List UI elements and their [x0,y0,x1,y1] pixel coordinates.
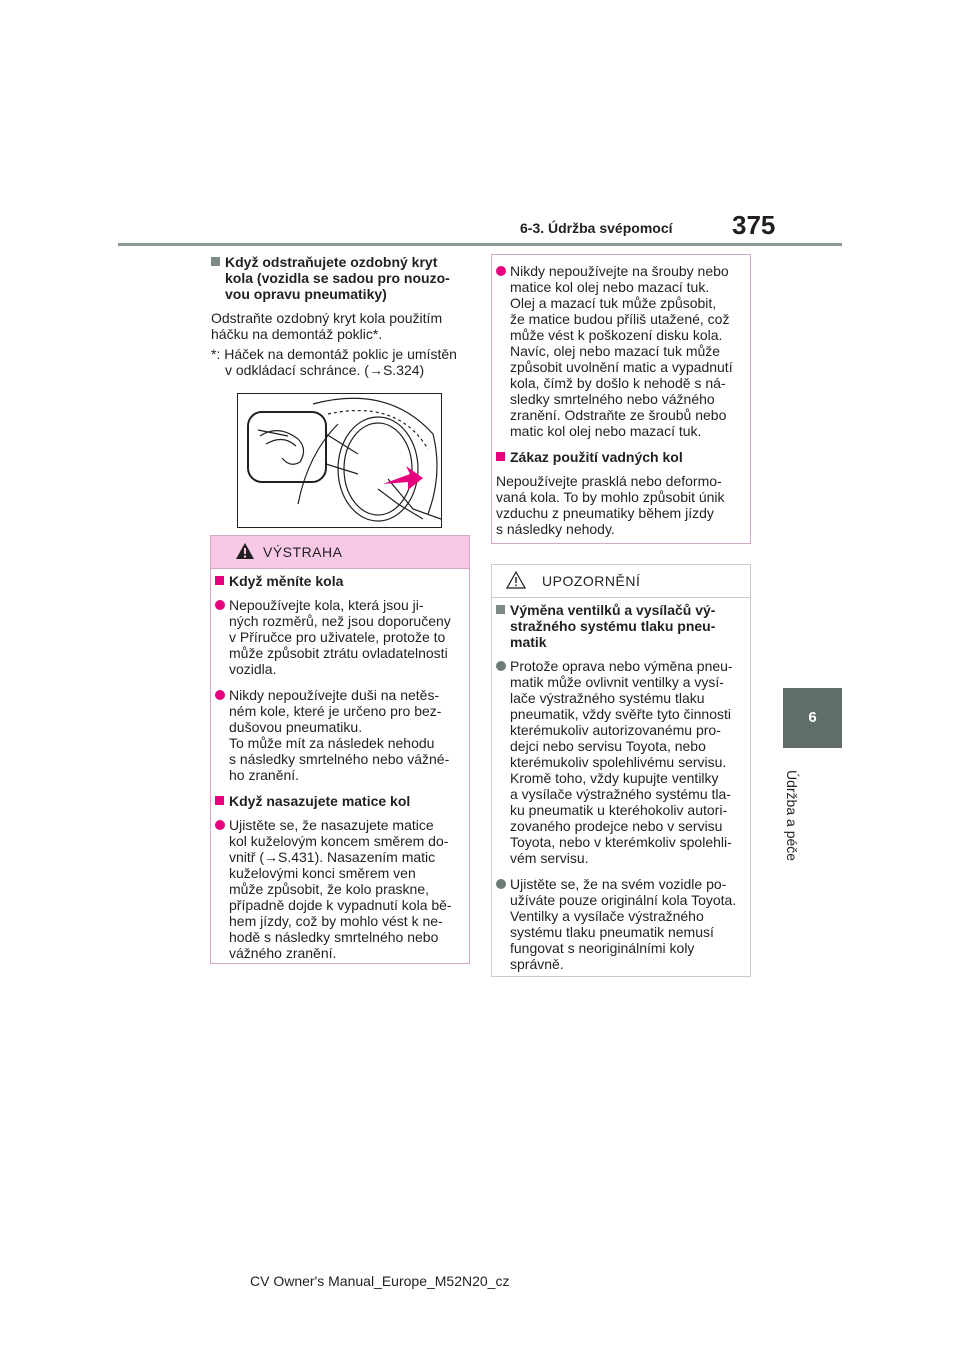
hubcap-body [211,310,471,342]
notice-sec1 [496,602,746,650]
line: ku pneumatik u kteréhokoliv autori- [510,802,728,818]
square-bullet-icon [496,452,505,461]
square-bullet-icon [496,605,505,614]
warning-sec3-body [496,473,746,537]
footnote-line: v odkládací schránce. (→S.324) [225,362,425,378]
line: Ujistěte se, že nasazujete matice [229,817,434,833]
line: matice kol olej nebo mazací tuk. [510,279,710,295]
line: kol kuželovým koncem směrem do- [229,833,449,849]
bullet-dot-icon [496,266,506,276]
warning-continued-box [491,254,751,544]
warning-title: VÝSTRAHA [263,544,343,560]
line: stražného systému tlaku pneu- [510,618,716,634]
line: matik [510,634,547,650]
bullet-dot-icon [496,661,506,671]
line: může způsobit, že kolo praskne, [229,881,429,897]
line: hodě s následky smrtelného nebo [229,929,439,945]
line: matik může ovlivnit ventilky a vysí- [510,674,724,690]
sec-heading: Když měníte kola [229,573,344,589]
line: kterémukoliv spolehlivému servisu. [510,754,727,770]
header-rule [118,243,842,246]
line: Ujistěte se, že na svém vozidle po- [510,876,727,892]
line: Ventilky a vysílače výstražného [510,908,704,924]
hubcap-removal-illustration [237,393,442,528]
warning-bullet-1 [215,597,465,677]
body-line: háčku na demontáž poklic*. [211,326,383,342]
warning-sec2 [215,793,465,809]
notice-bullet-1 [496,658,746,866]
footer-manual-id: CV Owner's Manual_Europe_M52N20_cz [250,1273,510,1289]
section-title: 6-3. Údržba svépomocí [520,220,673,236]
line: Olej a mazací tuk může způsobit, [510,295,717,311]
notice-box [491,564,751,977]
line: a vysílače výstražného systému tla- [510,786,731,802]
line: že matice budou příliš utažené, což [510,311,730,327]
chapter-label-text: Údržba a péče [784,770,800,862]
warning-cont-content [496,263,746,537]
line: hem jízdy, což by mohlo vést k ne- [229,913,443,929]
line: správně. [510,956,564,972]
notice-header [492,565,750,598]
line: Navíc, olej nebo mazací tuk může [510,343,721,359]
line: kterémukoliv autorizovanému pro- [510,722,721,738]
line: fungovat s neoriginálními koly [510,940,695,956]
line: Výměna ventilků a vysílačů vý- [510,602,716,618]
left-intro [211,254,471,378]
line: Kromě toho, vždy kupujte ventilky [510,770,719,786]
line: v Příručce pro uživatele, protože to [229,629,446,645]
line: sledky smrtelného nebo vážného [510,391,715,407]
line: ném kole, které je určeno pro bez- [229,703,442,719]
page-number: 375 [732,210,776,240]
body-line: Odstraňte ozdobný kryt kola použitím [211,310,443,326]
line: To může mít za následek nehodu [229,735,435,751]
line: dejci nebo servisu Toyota, nebo [510,738,706,754]
line: vaná kola. To by mohlo způsobit únik [496,489,725,505]
heading-line: Když odstraňujete ozdobný kryt [225,254,438,270]
warning-box [210,535,470,964]
illustration-svg [238,394,441,527]
warning-header [211,536,469,569]
line: způsobit uvolnění matic a vypadnutí [510,359,733,375]
line: systému tlaku pneumatik nemusí [510,924,714,940]
line: zranění. Odstraňte ze šroubů nebo [510,407,727,423]
line: Nikdy nepoužívejte na šrouby nebo [510,263,729,279]
warning-triangle-icon [235,542,255,560]
warning-content [215,573,465,961]
bullet-dot-icon [215,690,225,700]
bullet-dot-icon [496,879,506,889]
line: ho zranění. [229,767,300,783]
heading-hubcap [211,254,471,302]
notice-title: UPOZORNĚNÍ [542,573,641,589]
line: Toyota, nebo v kterémkoliv spolehli- [510,834,732,850]
bullet-dot-icon [215,820,225,830]
line: vážného zranění. [229,945,337,961]
square-bullet-icon [211,257,220,266]
warning-bullet-2 [215,687,465,783]
heading-line: kola (vozidla se sadou pro nouzo- [225,270,450,286]
line: dušovou pneumatiku. [229,719,363,735]
warning-sec1 [215,573,465,589]
line: s následky nehody. [496,521,615,537]
line: může způsobit ztrátu ovladatelnosti [229,645,448,661]
line: Nikdy nepoužívejte duši na netěs- [229,687,440,703]
line: užíváte pouze originální kola Toyota. [510,892,737,908]
chapter-tab: 6 [783,688,842,748]
line: s následky smrtelného nebo vážné- [229,751,450,767]
line: lače výstražného systému tlaku [510,690,705,706]
line: zovaného prodejce nebo v servisu [510,818,723,834]
line: kola, čímž by došlo k nehodě s ná- [510,375,726,391]
heading-line: vou opravu pneumatiky) [225,286,387,302]
notice-content [496,602,746,972]
footnote-line: *: Háček na demontáž poklic je umístěn [211,346,457,362]
caution-triangle-icon [506,571,526,589]
footnote [211,346,471,378]
warning-sec3 [496,449,746,465]
bullet-dot-icon [215,600,225,610]
line: pneumatik, vždy svěřte tyto činnosti [510,706,731,722]
chapter-label [770,770,830,860]
line: Nepoužívejte prasklá nebo deformo- [496,473,722,489]
sec-heading: Zákaz použití vadných kol [510,449,683,465]
line: případně dojde k vypadnutí kola bě- [229,897,452,913]
line: vém servisu. [510,850,589,866]
square-bullet-icon [215,796,224,805]
square-bullet-icon [215,576,224,585]
warning-bullet-4 [496,263,746,439]
sec-heading: Když nasazujete matice kol [229,793,411,809]
line: může vést k poškození disku kola. [510,327,723,343]
line: Protože oprava nebo výměna pneu- [510,658,733,674]
line: vzduchu z pneumatiky během jízdy [496,505,714,521]
line: ných rozměrů, než jsou doporučeny [229,613,451,629]
line: vnitř (→S.431). Nasazením matic [229,849,436,865]
line: Nepoužívejte kola, která jsou ji- [229,597,424,613]
notice-bullet-2 [496,876,746,972]
line: vozidla. [229,661,277,677]
line: kuželovými konci směrem ven [229,865,416,881]
warning-bullet-3 [215,817,465,961]
line: matic kol olej nebo mazací tuk. [510,423,702,439]
